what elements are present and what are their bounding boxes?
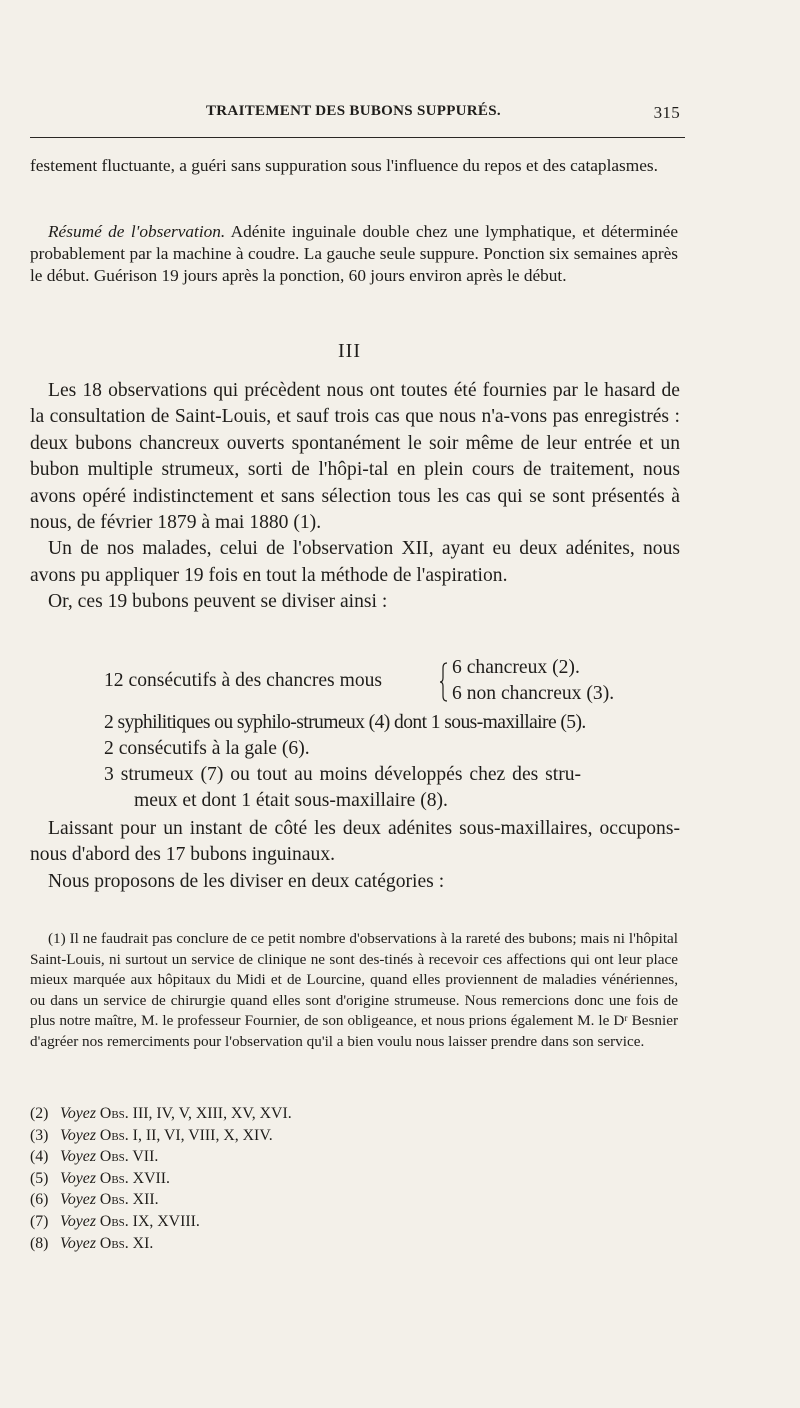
footnote-item: (2) Voyez Obs. III, IV, V, XIII, XV, XVI. (30, 1105, 292, 1122)
paragraph-1: Les 18 observations qui précèdent nous ont toutes été fournies par le hasard de la consultation de Saint-Louis, et sauf trois cas que nous n'a-vons pas enregistrés : deux bubons chancreux ouverts spontanément le soir même de leur entrée et un bubon multiple strumeux, sorti de l'hôpi-tal en plein cours de traitement, nous avons opéré indistinctement et sans sélection tous les cas qui se sont présentés à nous, de février 1879 à mai 1880 (1). (30, 380, 680, 534)
header-rule (30, 137, 685, 138)
footnote-1 (30, 929, 678, 1053)
enum-line-2: 2 syphilitiques ou syphilo-strumeux (4) dont 1 sous-maxillaire (5). (104, 712, 586, 733)
enum-line-1a: 6 chancreux (2). (452, 657, 580, 678)
intro-paragraph (30, 155, 678, 177)
enum-line-1: 12 consécutifs à des chancres mous (104, 670, 383, 691)
intro-text: festement fluctuante, a guéri sans suppuration sous l'influence du repos et des cataplasmes. (30, 156, 658, 175)
enum-line-1b: 6 non chancreux (3). (452, 683, 615, 704)
enum-line-4-cont: meux et dont 1 était sous-maxillaire (8). (134, 790, 448, 811)
footnote-item: (5) Voyez Obs. XVII. (30, 1169, 170, 1187)
footnote-list (30, 1103, 292, 1254)
footnote-item: (8) Voyez Obs. XI. (30, 1234, 154, 1252)
resume-text: Adénite inguinale double chez une lymphatique, et déterminée probablement par la machine à coudre. La gauche seule suppure. Ponction six semaines après le début. Guérison 19 jours après la ponction, 60 jours environ après le début. (30, 222, 678, 285)
main-text (30, 378, 680, 616)
footnote-item: (4) Voyez Obs. VII. (30, 1148, 159, 1166)
paragraph-5: Nous proposons de les diviser en deux catégories : (48, 870, 445, 892)
footnote-item: (7) Voyez Obs. IX, XVIII. (30, 1212, 200, 1230)
brace-icon (440, 662, 448, 702)
paragraph-2: Un de nos malades, celui de l'observation XII, ayant eu deux adénites, nous avons pu appliquer 19 fois en tout la méthode de l'aspiration. (30, 538, 680, 586)
resume-label: Résumé de l'observation. (48, 222, 226, 241)
running-title: TRAITEMENT DES BUBONS SUPPURÉS. (206, 103, 501, 119)
footnote-1-text: (1) Il ne faudrait pas conclure de ce petit nombre d'observations à la rareté des bubons; mais ni l'hôpital Saint-Louis, ni surtout un service de clinique ne sont des-tinés à recevoir ces affections qui ont leur place mieux marquée aux hôpitaux du Midi et de Lourcine, quand elles proviennent de maladies vénériennes, ou dans un service de chirurgie quand elles sont d'origine strumeuse. Nous remercions donc une fois de plus notre maître, M. le professeur Fournier, de son obligeance, et nous prions également M. le Dʳ Besnier d'agréer nos remerciments pour l'observation qu'il a bien voulu nous laisser prendre dans son service. (30, 930, 678, 1050)
main-text-after (30, 816, 680, 895)
enum-line-4: 3 strumeux (7) ou tout au moins développés chez des stru- (104, 764, 582, 785)
page-number: 315 (653, 103, 680, 122)
footnote-item: (6) Voyez Obs. XII. (30, 1191, 159, 1209)
enum-line-3: 2 consécutifs à la gale (6). (104, 738, 310, 759)
paragraph-4: Laissant pour un instant de côté les deux adénites sous-maxillaires, occupons-nous d'abord des 17 bubons inguinaux. (30, 818, 680, 866)
section-number: III (338, 340, 361, 362)
resume-paragraph (30, 221, 678, 287)
paragraph-3: Or, ces 19 bubons peuvent se diviser ainsi : (48, 591, 388, 613)
footnote-item: (3) Voyez Obs. I, II, VI, VIII, X, XIV. (30, 1126, 273, 1144)
